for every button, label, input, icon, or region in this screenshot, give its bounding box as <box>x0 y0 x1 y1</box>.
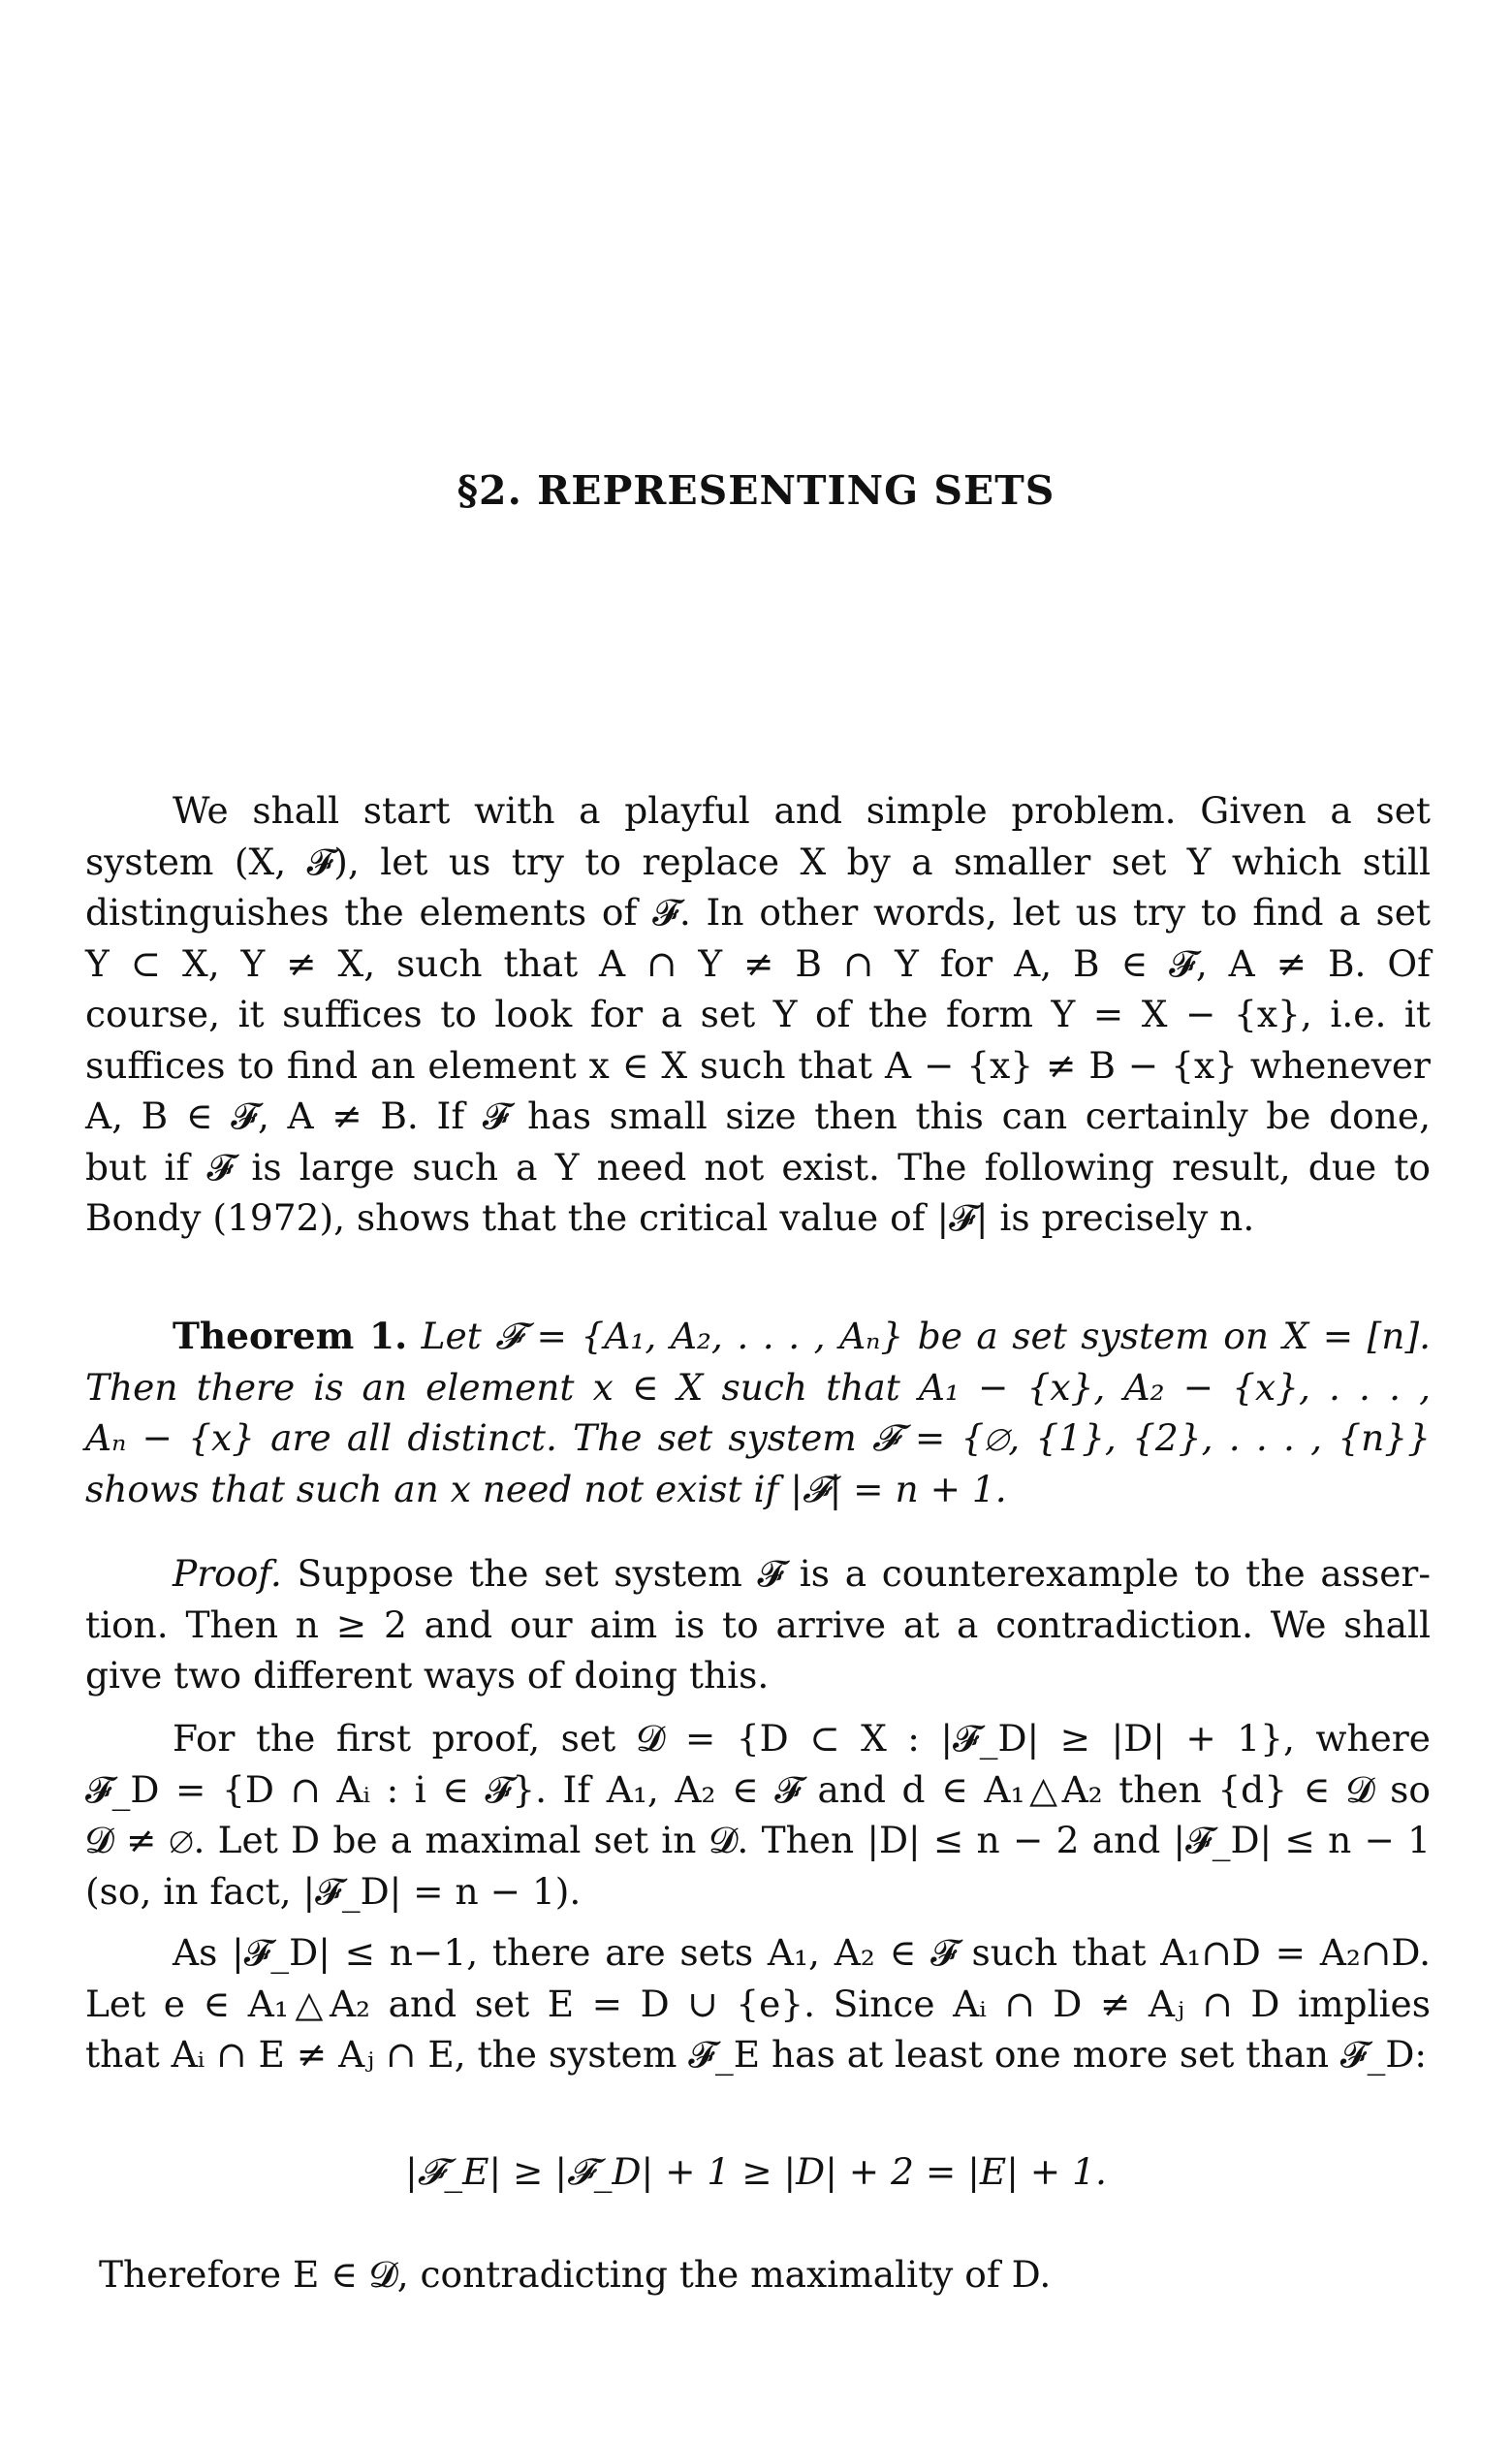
intro-line: Y ⊂ X, Y ≠ X, such that A ∩ Y ≠ B ∩ Y for A, B ∈ 𝓕, A ≠ B. Of <box>85 941 1431 985</box>
second-line: Let e ∈ A₁△A₂ and set E = D ∪ {e}. Since Aᵢ ∩ D ≠ Aⱼ ∩ D implies <box>85 1982 1431 2025</box>
proof-line <box>85 1548 1431 1600</box>
section-title: §2. REPRESENTING SETS <box>457 467 1055 514</box>
theorem-line: shows that such an x need not exist if |𝓕| = n + 1. <box>85 1467 1007 1510</box>
first-proof-paragraph <box>85 1713 1431 1917</box>
first-proof-line: (so, in fact, |𝓕_D| = n − 1). <box>85 1869 582 1913</box>
first-proof-line: For the first proof, set 𝓓 = {D ⊂ X : |𝓕_D| ≥ |D| + 1}, where <box>173 1717 1431 1760</box>
intro-paragraph <box>85 785 1431 1244</box>
display-equation: |𝓕_E| ≥ |𝓕_D| + 1 ≥ |D| + 2 = |E| + 1. <box>405 2150 1107 2193</box>
intro-line: A, B ∈ 𝓕, A ≠ B. If 𝓕 has small size then this can certainly be done, <box>85 1095 1431 1137</box>
intro-line: Bondy (1972), shows that the critical value of |𝓕| is precisely n. <box>85 1196 1255 1239</box>
conclusion-line: Therefore E ∈ 𝓓, contradicting the maximality of D. <box>99 2253 1052 2296</box>
intro-line: distinguishes the elements of 𝓕. In other words, let us try to find a set <box>85 891 1431 934</box>
theorem-block <box>85 1311 1431 1514</box>
intro-line: We shall start with a playful and simple problem. Given a set <box>173 789 1431 832</box>
proof-paragraph <box>85 1548 1431 1701</box>
theorem-line <box>85 1311 1431 1362</box>
conclusion-paragraph <box>85 2249 1431 2300</box>
first-proof-line: 𝓕_D = {D ∩ Aᵢ : i ∈ 𝓕}. If A₁, A₂ ∈ 𝓕 and d ∈ A₁△A₂ then {d} ∈ 𝓓 so <box>85 1767 1431 1811</box>
proof-line: give two different ways of doing this. <box>85 1654 770 1697</box>
intro-line: but if 𝓕 is large such a Y need not exist. The following result, due to <box>85 1145 1431 1189</box>
theorem-text: Let 𝓕 = {A₁, A₂, . . . , Aₙ} be a set system on X = [n]. <box>421 1315 1431 1357</box>
second-paragraph <box>85 1927 1431 2080</box>
theorem-line: Then there is an element x ∈ X such that A₁ − {x}, A₂ − {x}, . . . , <box>85 1365 1431 1409</box>
second-line: that Aᵢ ∩ E ≠ Aⱼ ∩ E, the system 𝓕_E has at least one more set than 𝓕_D: <box>85 2033 1428 2076</box>
proof-text: Suppose the set system 𝓕 is a counterexample to the asser- <box>297 1552 1432 1595</box>
intro-line: system (X, 𝓕), let us try to replace X by a smaller set Y which still <box>85 840 1431 883</box>
intro-line: suffices to find an element x ∈ X such that A − {x} ≠ B − {x} whenever <box>85 1043 1431 1087</box>
theorem-line: Aₙ − {x} are all distinct. The set system 𝓕 = {∅, {1}, {2}, . . . , {n}} <box>85 1416 1431 1459</box>
proof-label: Proof. <box>173 1552 282 1595</box>
second-line: As |𝓕_D| ≤ n−1, there are sets A₁, A₂ ∈ 𝓕 such that A₁∩D = A₂∩D. <box>173 1931 1431 1974</box>
intro-line: course, it suffices to look for a set Y of the form Y = X − {x}, i.e. it <box>85 993 1431 1035</box>
first-proof-line: 𝓓 ≠ ∅. Let D be a maximal set in 𝓓. Then |D| ≤ n − 2 and |𝓕_D| ≤ n − 1 <box>85 1819 1431 1861</box>
theorem-label: Theorem 1. <box>173 1315 408 1357</box>
proof-line: tion. Then n ≥ 2 and our aim is to arrive at a contradiction. We shall <box>85 1602 1431 1646</box>
